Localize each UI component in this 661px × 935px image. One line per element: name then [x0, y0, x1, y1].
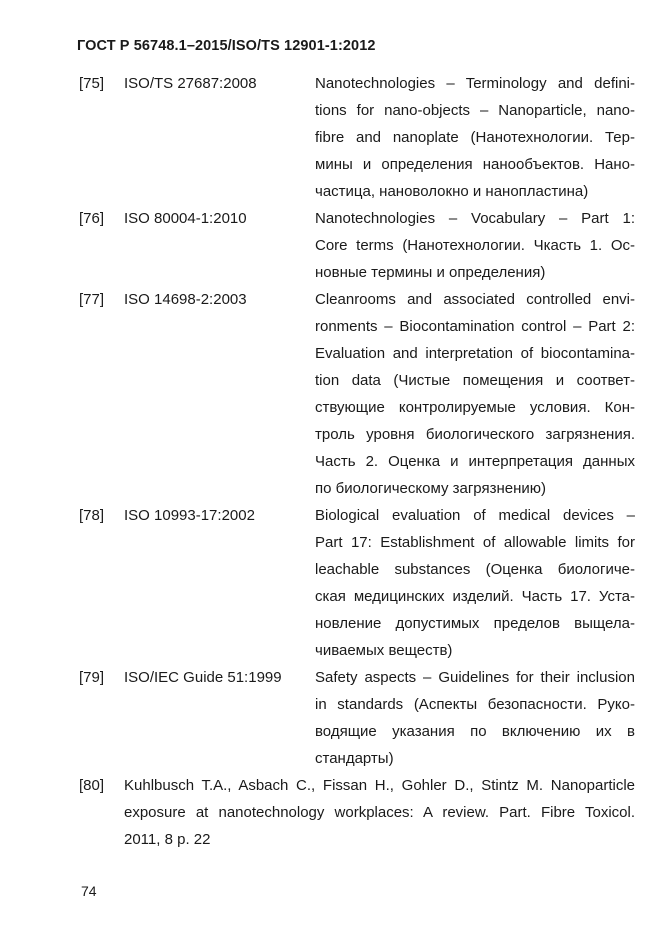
- description-line: tions for nano-objects – Nanoparticle, nano-: [315, 102, 635, 119]
- reference-number: [80]: [79, 777, 105, 794]
- description-line: ствующие контролируемые условия. Кон-: [315, 399, 635, 416]
- description-line: новные термины и определения): [315, 264, 546, 281]
- reference-item: [79, 772, 635, 853]
- description-line: Cleanrooms and associated controlled envi-: [315, 291, 635, 308]
- description-line: Nanotechnologies – Terminology and defini-: [315, 75, 635, 92]
- document-header: ГОСТ Р 56748.1–2015/ISO/TS 12901-1:2012: [77, 38, 376, 54]
- description-line: Evaluation and interpretation of biocontamina-: [315, 345, 635, 362]
- reference-standard-code: ISO 10993-17:2002: [124, 507, 255, 524]
- reference-list: [79, 70, 635, 853]
- description-line: Nanotechnologies – Vocabulary – Part 1:: [315, 210, 635, 227]
- description-line: exposure at nanotechnology workplaces: A review. Part. Fibre Toxicol.: [124, 804, 635, 821]
- page-number: 74: [81, 883, 97, 899]
- reference-standard-code: ISO 14698-2:2003: [124, 291, 247, 308]
- description-line: in standards (Аспекты безопасности. Руко-: [315, 696, 635, 713]
- description-line: leachable substances (Оценка биологиче-: [315, 561, 635, 578]
- description-line: стандарты): [315, 750, 394, 767]
- description-line: мины и определения нанообъектов. Нано-: [315, 156, 635, 173]
- description-line: Safety aspects – Guidelines for their inclusion: [315, 669, 635, 686]
- description-line: водящие указания по включению их в: [315, 723, 635, 740]
- reference-number: [77]: [79, 291, 105, 308]
- reference-number: [79]: [79, 669, 105, 686]
- description-line: Part 17: Establishment of allowable limits for: [315, 534, 635, 551]
- reference-number: [78]: [79, 507, 105, 524]
- reference-standard-code: ISO 80004-1:2010: [124, 210, 247, 227]
- description-line: Часть 2. Оценка и интерпретация данных: [315, 453, 635, 470]
- reference-description: [124, 772, 635, 853]
- reference-item: [79, 664, 635, 772]
- reference-standard-code: ISO/IEC Guide 51:1999: [124, 669, 282, 686]
- reference-description: [315, 664, 635, 772]
- reference-description: [315, 205, 635, 286]
- description-line: частица, нановолокно и нанопластина): [315, 183, 589, 200]
- reference-description: [315, 70, 635, 205]
- reference-item: [79, 205, 635, 286]
- description-line: ronments – Biocontamination control – Part 2:: [315, 318, 635, 335]
- description-line: ская медицинских изделий. Часть 17. Уста-: [315, 588, 635, 605]
- reference-item: [79, 286, 635, 502]
- description-line: tion data (Чистые помещения и соответ-: [315, 372, 635, 389]
- description-line: Kuhlbusch T.A., Asbach C., Fissan H., Gohler D., Stintz M. Nanoparticle: [124, 777, 635, 794]
- description-line: Biological evaluation of medical devices –: [315, 507, 635, 524]
- reference-number: [76]: [79, 210, 105, 227]
- reference-description: [315, 502, 635, 664]
- description-line: по биологическому загрязнению): [315, 480, 547, 497]
- description-line: 2011, 8 p. 22: [124, 831, 211, 848]
- description-line: fibre and nanoplate (Нанотехнологии. Тер-: [315, 129, 635, 146]
- reference-number: [75]: [79, 75, 105, 92]
- reference-item: [79, 502, 635, 664]
- description-line: Core terms (Нанотехнологии. Чкасть 1. Ос-: [315, 237, 635, 254]
- description-line: новление допустимых пределов выщела-: [315, 615, 635, 632]
- description-line: чиваемых веществ): [315, 642, 453, 659]
- reference-standard-code: ISO/TS 27687:2008: [124, 75, 257, 92]
- reference-item: [79, 70, 635, 205]
- description-line: троль уровня биологического загрязнения.: [315, 426, 635, 443]
- reference-description: [315, 286, 635, 502]
